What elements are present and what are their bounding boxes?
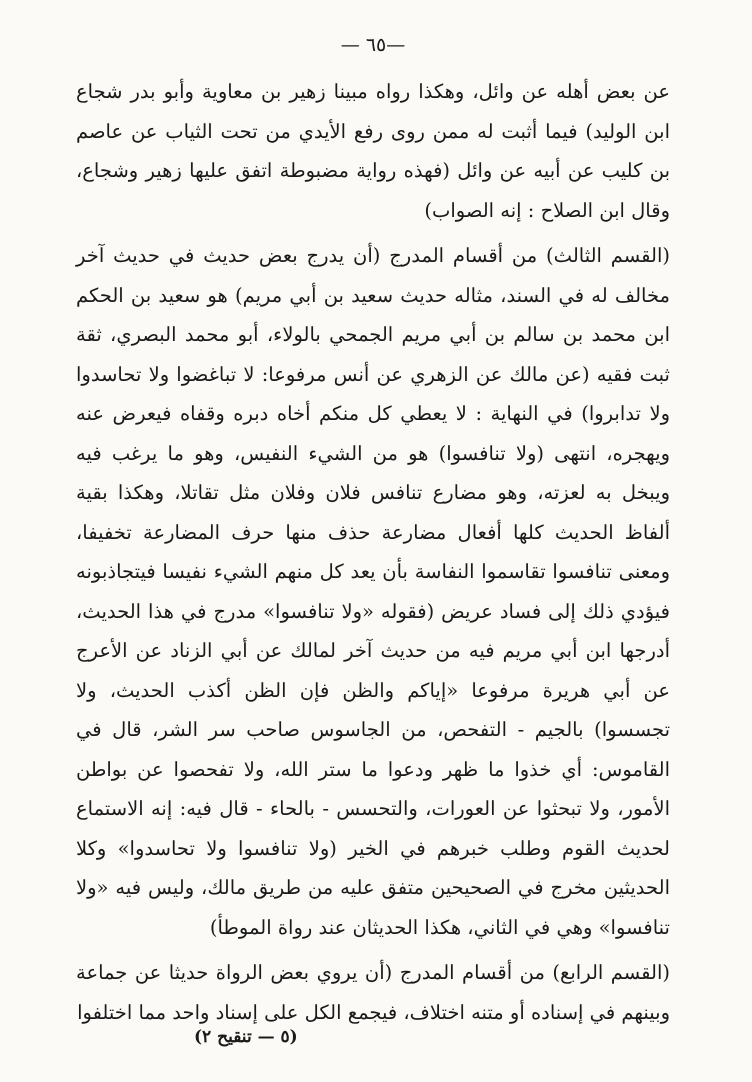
paragraph-2: (القسم الثالث) من أقسام المدرج (أن يدرج بعض حديث في حديث آخر مخالف له في السند، مثاله حديث سعيد بن أبي مريم) هو سعيد بن الحكم ابن محمد بن سالم بن أبي مريم الجمحي بالولاء، أبو محمد البصري، ثقة ثبت فقيه (عن مالك عن الزهري عن أنس مرفوعا: لا تباغضوا ولا تحاسدوا ولا تدابروا) في النهاية : لا يعطي كل منكم أخاه دبره وقفاه فيعرض عنه ويهجره، انتهى (ولا تنافسوا) هو من الشيء النفيس، وهو ما يرغب فيه ويبخل به لعزته، وهو مضارع تنافس فلان وفلان مثل تقاتلا، وهكذا بقية ألفاظ الحديث كلها أفعال مضارعة حذف منها حرف المضارعة تخفيفا، ومعنى تنافسوا تقاسموا النفاسة بأن يعد كل منهم الشيء نفيسا فيتجاذبونه فيؤدي ذلك إلى فساد عريض (فقوله «ولا تنافسوا» مدرج في هذا الحديث، أدرجها ابن أبي مريم فيه من حديث آخر لمالك عن أبي الزناد عن الأعرج عن أبي هريرة مرفوعا «إياكم والظن فإن الظن أكذب الحديث، ولا تجسسوا) بالجيم - التفحص، من الجاسوس صاحب سر الشر، قال في القاموس: أي خذوا ما ظهر ودعوا ما ستر الله، ولا تفحصوا عن بواطن الأمور، ولا تبحثوا عن العورات، والتحسس - بالحاء - قال فيه: إنه الاستماع لحديث القوم وطلب خبرهم في الخير (ولا تنافسوا ولا تحاسدوا» وكلا الحديثين مخرج في الصحيحين متفق عليه من طريق مالك، وليس فيه «ولا تنافسوا» وهي في الثاني، هكذا الحديثان عند رواة الموطأ) — [76, 244, 670, 939]
signature-mark: (٥ — تنقيح ٢) — [194, 1027, 298, 1047]
paragraph-1: عن بعض أهله عن وائل، وهكذا رواه مبينا زهير بن معاوية وأبو بدر شجاع ابن الوليد) فيما أثبت له ممن روى رفع الأيدي من تحت الثياب عن عاصم بن كليب عن أبيه عن وائل (فهذه رواية مضبوطة اتفق عليها زهير وشجاع، وقال ابن الصلاح : إنه الصواب) — [76, 80, 670, 222]
paragraph-3: (القسم الرابع) من أقسام المدرج (أن يروي بعض الرواة حديثا عن جماعة وبينهم في إسناده أو متنه اختلاف، فيجمع الكل على إسناد واحد مما اختلفوا — [76, 961, 670, 1024]
page-number: —٦٥ — — [340, 34, 406, 56]
